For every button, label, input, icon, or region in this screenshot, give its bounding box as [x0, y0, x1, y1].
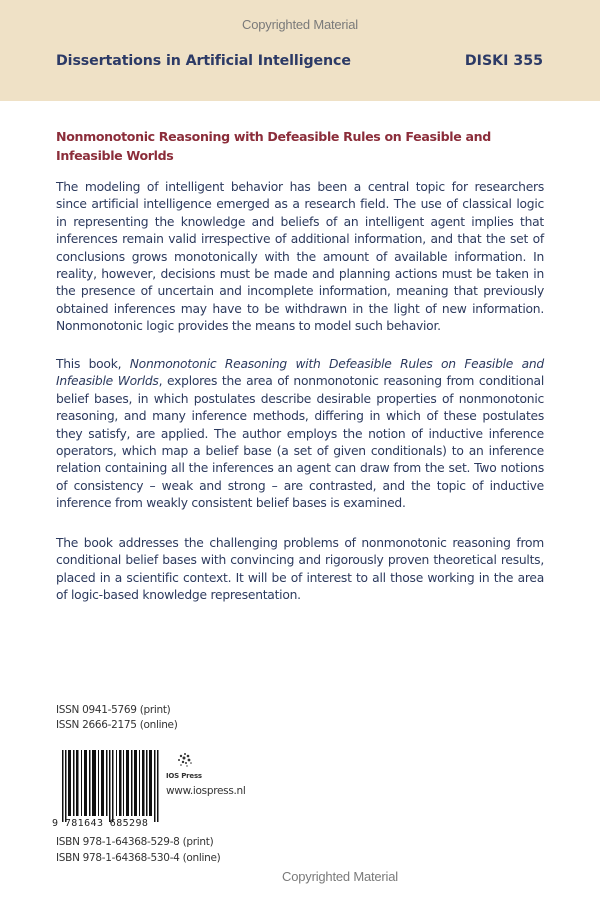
book-title: Nonmonotonic Reasoning with Defeasible Rules on Feasible and Infeasible Worlds	[56, 129, 491, 163]
issn-print: ISSN 0941-5769 (print)	[56, 704, 171, 716]
barcode-icon	[62, 750, 160, 822]
barcode-digits: 9 781643 685298	[52, 818, 149, 829]
copyright-watermark-top: Copyrighted Material	[242, 17, 358, 32]
description-paragraph-2	[56, 356, 544, 513]
paragraph-2-body: , explores the area of nonmonotonic reasoning from conditional belief bases, in which postulates describe desirable properties of nonmonotonic reasoning, and many inference methods, differing in which of these postulates they satisfy, are applied. The author employs the notion of inductive inference operators, which map a belief base (a set of given conditionals) to an inference relation containing all the inferences an agent can draw from the set. Two notions of consistency – weak and strong – are contrasted, and the topic of inductive inference from weakly consistent belief bases is examined.	[56, 374, 544, 511]
isbn-online: ISBN 978-1-64368-530-4 (online)	[56, 852, 221, 864]
isbn-print: ISBN 978-1-64368-529-8 (print)	[56, 836, 214, 848]
description-paragraph-1: The modeling of intelligent behavior has been a central topic for researchers since artificial intelligence emerged as a research field. The use of classical logic in representing the knowledge and beliefs of an intelligent agent implies that inferences remain valid irrespective of additional information, and that the set of conclusions grows monotonically with the amount of available information. In reality, however, decisions must be made and planning actions must be taken in the presence of uncertain and incomplete information, meaning that previously obtained inferences may have to be withdrawn in the light of new information. Nonmonotonic logic provides the means to model such behavior.	[56, 180, 544, 334]
publisher-name: IOS Press	[166, 772, 202, 780]
issn-online: ISSN 2666-2175 (online)	[56, 719, 178, 731]
ios-press-logo-icon	[175, 752, 195, 768]
series-title: Dissertations in Artificial Intelligence	[56, 53, 351, 69]
description-paragraph-3: The book addresses the challenging problems of nonmonotonic reasoning from conditional belief bases with convincing and rigorously proven theoretical results, placed in a scientific context. It will be of interest to all those working in the area of logic-based knowledge representation.	[56, 536, 544, 603]
publisher-url[interactable]: www.iospress.nl	[166, 785, 246, 797]
series-number: DISKI 355	[464, 53, 543, 69]
paragraph-2-intro: This book,	[56, 357, 130, 371]
copyright-watermark-bottom: Copyrighted Material	[282, 869, 398, 884]
header-band	[0, 0, 600, 101]
paragraph-2-book-title: Nonmonotonic Reasoning with Defeasible Rules on Feasible and Infeasible Worlds	[56, 357, 544, 389]
